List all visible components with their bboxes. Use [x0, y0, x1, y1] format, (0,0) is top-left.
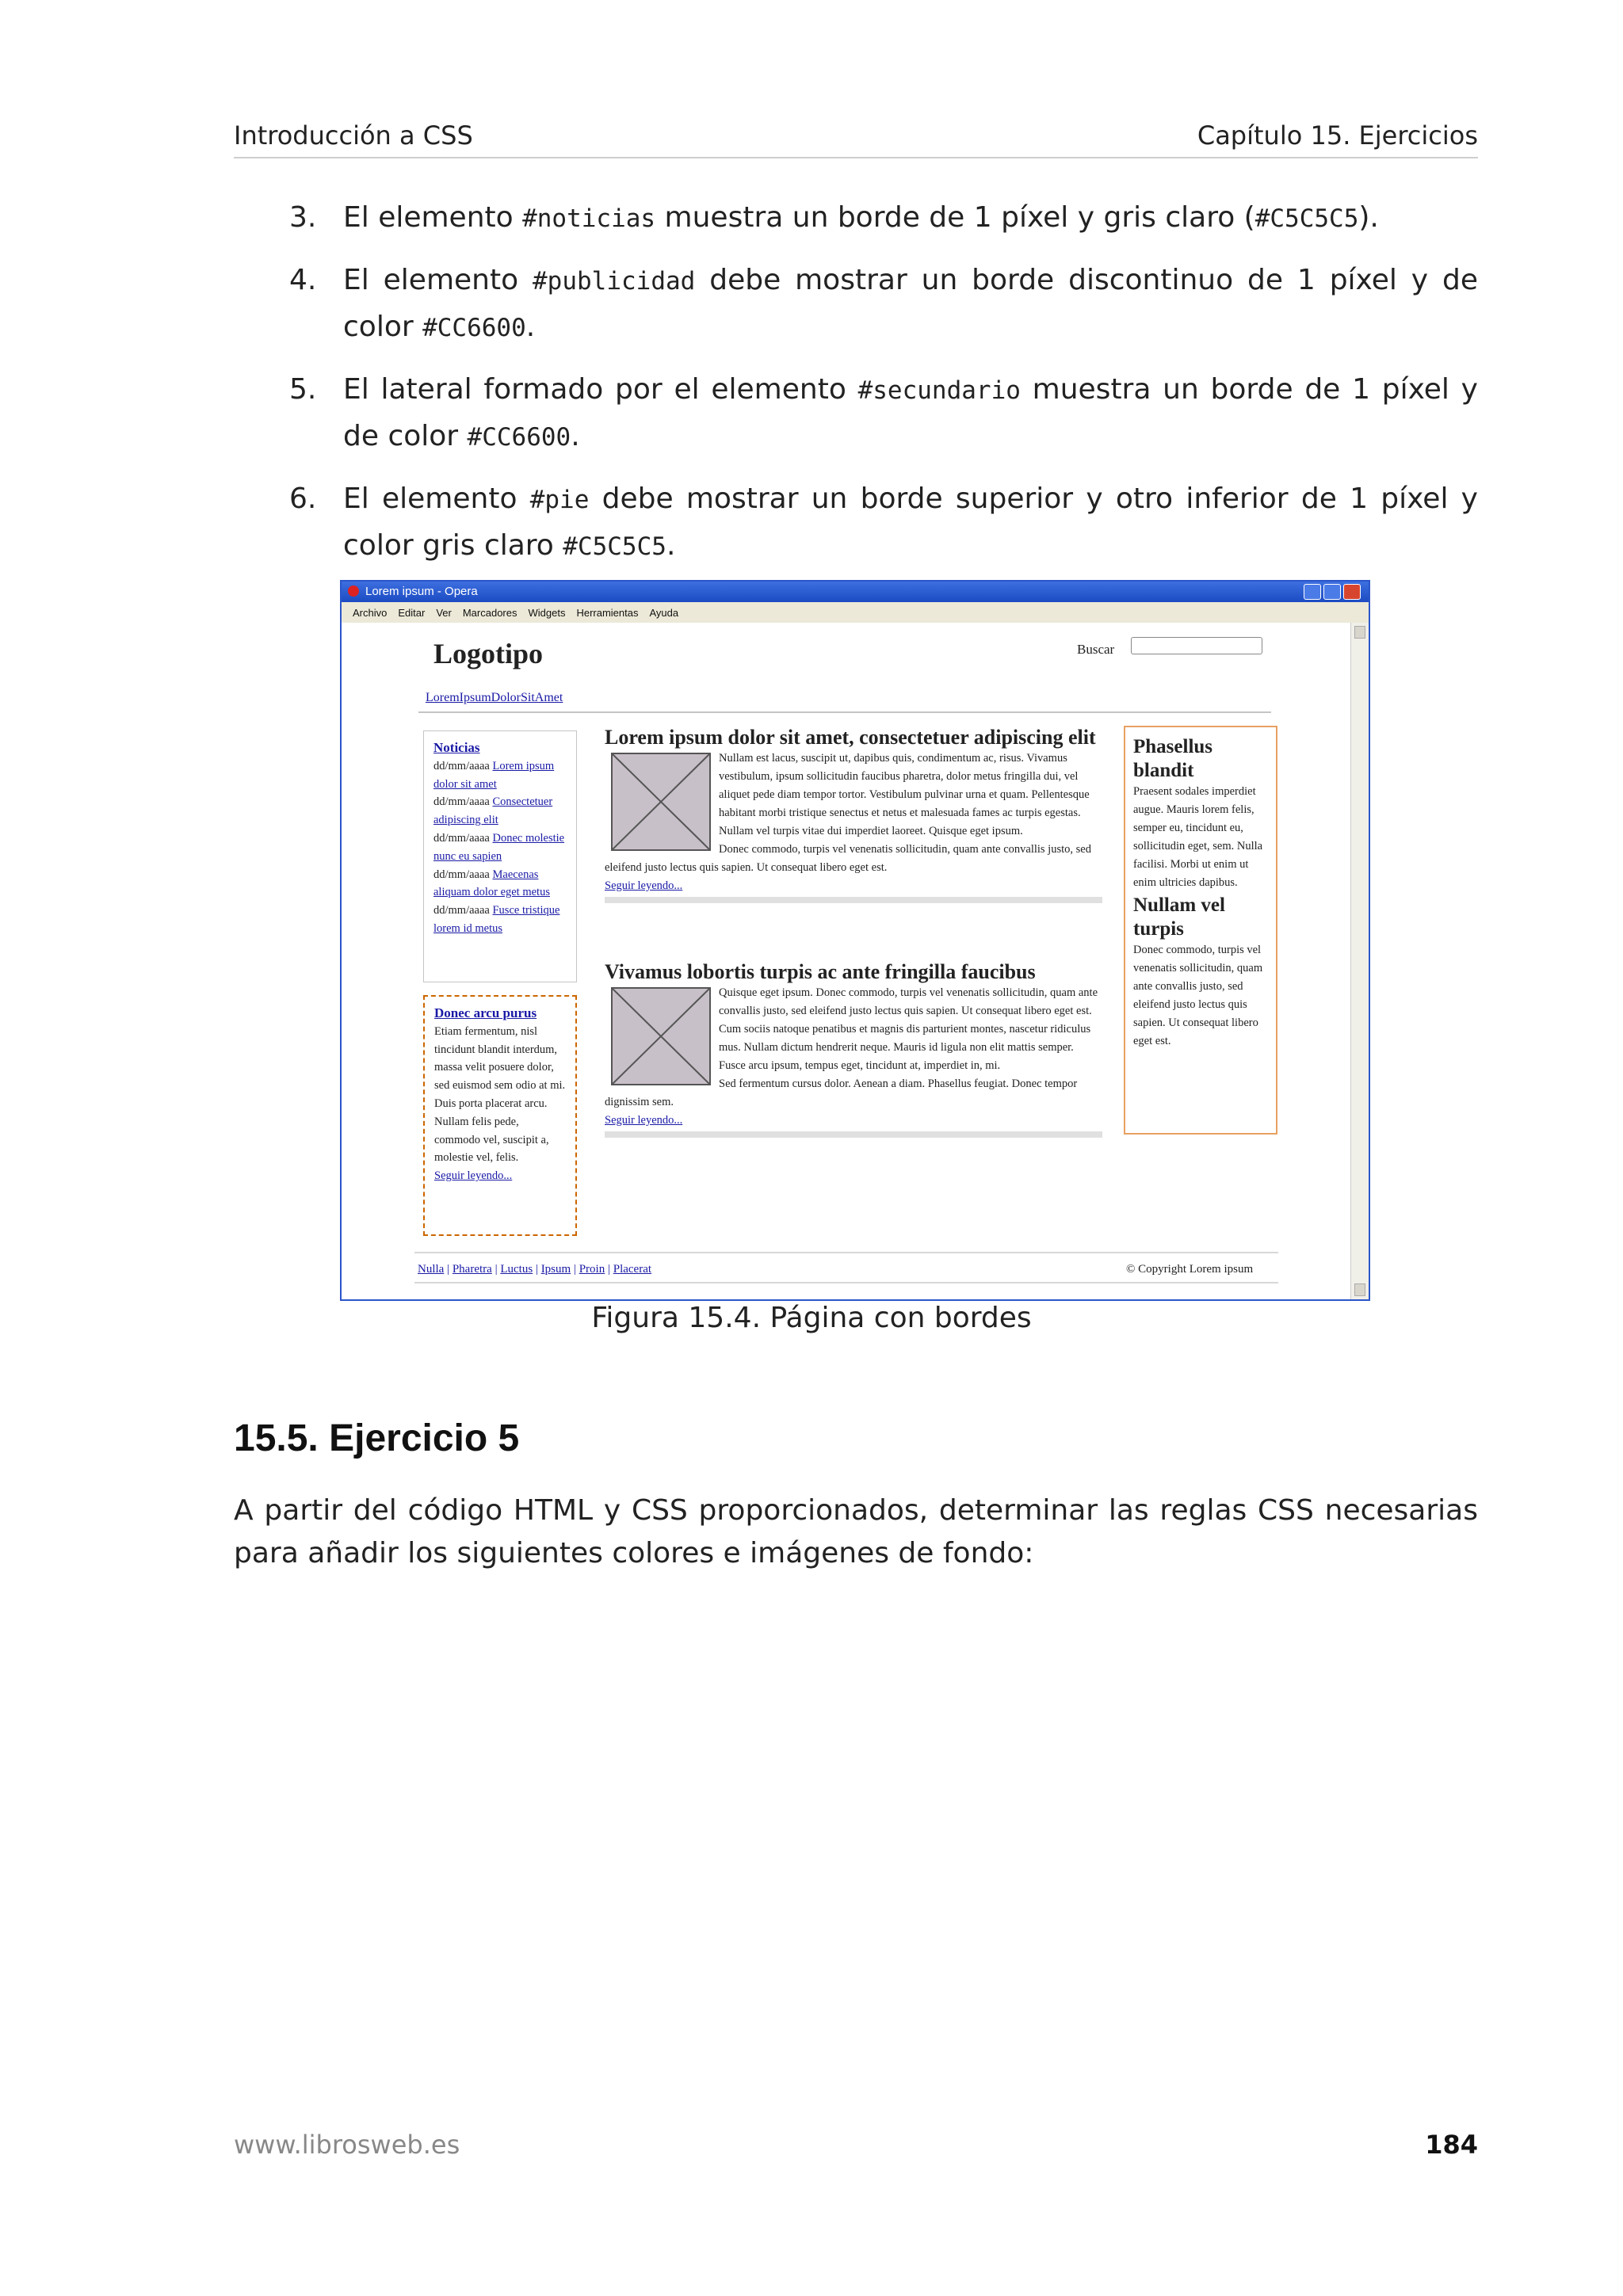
menu-bar	[342, 602, 1369, 623]
menu-herramientas[interactable]: Herramientas	[576, 607, 639, 619]
publicidad-text-1: Etiam fermentum, nisl tincidunt blandit interdum, massa velit posuere dolor, sed euismod sem odio at mi.	[434, 1024, 566, 1093]
secundario-box	[1124, 726, 1277, 1135]
footer-link[interactable]: Proin	[579, 1263, 605, 1276]
secundario-text: Donec commodo, turpis vel venenatis sollicitudin, quam ante convallis justo, sed eleifend justo lectus quis sapien. Ut consequat libero eget est.	[1133, 944, 1263, 1047]
menu-marcadores[interactable]: Marcadores	[462, 607, 517, 619]
footer-link[interactable]: Ipsum	[540, 1263, 571, 1276]
top-nav-link[interactable]: LoremIpsumDolorSitAmet	[426, 691, 563, 704]
header-divider	[418, 711, 1271, 713]
opera-logo-icon	[348, 585, 359, 597]
window-titlebar	[342, 582, 1369, 602]
search-input[interactable]	[1131, 637, 1262, 654]
article-2	[605, 960, 1102, 1138]
article-paragraph: Donec commodo, turpis vel venenatis sollicitudin, quam ante convallis justo, sed eleifend justo lectus quis sapien. Ut consequat libero eget est.	[605, 843, 1091, 874]
menu-ver[interactable]: Ver	[436, 607, 452, 619]
secundario-title: Phasellus blandit	[1133, 736, 1213, 781]
maximize-icon[interactable]	[1323, 584, 1341, 600]
article-read-more-link[interactable]: Seguir leyendo...	[605, 879, 683, 892]
list-item: 3. El elemento #noticias muestra un borde de 1 píxel y gris claro (#C5C5C5).	[289, 201, 1379, 234]
copyright: © Copyright Lorem ipsum	[1126, 1263, 1254, 1276]
footer-links: Nulla | Pharetra | Luctus | Ipsum | Proin | Placerat	[418, 1263, 652, 1276]
section-title: 15.5. Ejercicio 5	[234, 1417, 520, 1459]
menu-ayuda[interactable]: Ayuda	[649, 607, 679, 619]
article-1	[605, 726, 1102, 903]
article-read-more-link[interactable]: Seguir leyendo...	[605, 1114, 683, 1127]
publicidad-box	[423, 995, 577, 1236]
site-logo: Logotipo	[433, 638, 544, 669]
search-label: Buscar	[1077, 642, 1115, 657]
secundario-title: Nullam vel turpis	[1133, 894, 1225, 940]
pie-top-border	[414, 1252, 1278, 1253]
header-chapter-title: Capítulo 15. Ejercicios	[1197, 120, 1478, 151]
publicidad-text-2: Duis porta placerat arcu. Nullam felis pede, commodo vel, suscipit a, molestie vel, felis.	[434, 1097, 549, 1165]
close-icon[interactable]	[1343, 584, 1361, 600]
page-viewport	[342, 623, 1351, 1299]
list-item: dd/mm/aaaa Donec molestie nunc eu sapien	[433, 831, 565, 863]
list-item: dd/mm/aaaa Lorem ipsum dolor sit amet	[433, 759, 555, 791]
article-paragraph: Cum sociis natoque penatibus et magnis dis parturient montes, nascetur ridiculus mus. Nullam dictum hendrerit neque. Mauris id ligula non elit mattis semper. Fusce arcu ipsum, tempus eget, tincidunt at, imperdiet in, mi.	[719, 1023, 1091, 1072]
secundario-text: Praesent sodales imperdiet augue. Mauris lorem felis, semper eu, tincidunt eu, sollicitudin eget, sem. Nulla facilisi. Morbi ut enim ut enim ultricies dapibus.	[1133, 785, 1263, 889]
menu-archivo[interactable]: Archivo	[353, 607, 388, 619]
footer-link[interactable]: Luctus	[500, 1263, 533, 1276]
list-item: dd/mm/aaaa Fusce tristique lorem id metus	[433, 904, 560, 935]
publicidad-title[interactable]: Donec arcu purus	[434, 1005, 537, 1020]
list-item: dd/mm/aaaa Maecenas aliquam dolor eget metus	[433, 868, 550, 899]
image-placeholder-icon	[611, 753, 711, 851]
scroll-down-icon[interactable]	[1354, 1283, 1365, 1296]
footer-link[interactable]: Placerat	[613, 1263, 652, 1276]
vertical-scrollbar[interactable]	[1350, 623, 1369, 1299]
header-book-title: Introducción a CSS	[234, 120, 473, 151]
image-placeholder-icon	[611, 987, 711, 1085]
noticias-box	[423, 730, 577, 982]
list-item: dd/mm/aaaa Consectetuer adipiscing elit	[433, 795, 553, 827]
article-paragraph: Nullam est lacus, suscipit ut, dapibus quis, condimentum ac, risus. Vivamus vestibulum, ipsum sollicitudin faucibus pharetra, dolor metus fringilla dui, vel aliquet pede diam tempor tortor. Vestibulum pulvinar urna et quam. Pellentesque habitant morbi tristique senectus et netus et malesuada fames ac turpis egestas. Nullam vel turpis vitae dui imperdiet laoreet. Quisque eget ipsum.	[719, 752, 1090, 837]
section-paragraph: A partir del código HTML y CSS proporcionados, determinar las reglas CSS necesarias para añadir los siguientes colores e imágenes de fondo:	[234, 1494, 1478, 1569]
figure-caption: Figura 15.4. Página con bordes	[591, 1302, 1032, 1334]
article-title: Lorem ipsum dolor sit amet, consectetuer adipiscing elit	[605, 726, 1096, 749]
article-separator	[605, 897, 1102, 903]
exercise-list	[234, 195, 1478, 585]
page-number: 184	[1425, 2130, 1478, 2160]
list-item: 6. El elemento #pie debe mostrar un borde superior y otro inferior de 1 píxel y color gris claro #C5C5C5.	[289, 482, 1478, 562]
list-item: 4. El elemento #publicidad debe mostrar un borde discontinuo de 1 píxel y de color #CC6600.	[289, 264, 1479, 343]
article-separator	[605, 1131, 1102, 1138]
window-title: Lorem ipsum - Opera	[365, 585, 478, 598]
article-title: Vivamus lobortis turpis ac ante fringilla faucibus	[605, 960, 1036, 983]
menu-editar[interactable]: Editar	[398, 607, 426, 619]
footer-link[interactable]: Nulla	[418, 1263, 445, 1276]
scroll-up-icon[interactable]	[1354, 626, 1365, 639]
list-item: 5. El lateral formado por el elemento #secundario muestra un borde de 1 píxel y de color #CC6600.	[289, 373, 1478, 452]
browser-screenshot	[340, 580, 1370, 1301]
noticias-title[interactable]: Noticias	[433, 740, 480, 755]
page-header	[234, 116, 1478, 158]
article-paragraph: Quisque eget ipsum. Donec commodo, turpis vel venenatis sollicitudin, quam ante convallis justo, sed eleifend justo lectus quis sapien. Ut consequat libero eget est.	[719, 986, 1098, 1017]
pie-bottom-border	[414, 1282, 1278, 1283]
article-paragraph: Sed fermentum cursus dolor. Aenean a diam. Phasellus feugiat. Donec tempor dignissim sem.	[605, 1077, 1078, 1108]
footer-site: www.librosweb.es	[234, 2130, 460, 2160]
menu-widgets[interactable]: Widgets	[528, 607, 566, 619]
footer-link[interactable]: Pharetra	[452, 1263, 492, 1276]
minimize-icon[interactable]	[1304, 584, 1321, 600]
publicidad-read-more-link[interactable]: Seguir leyendo...	[434, 1169, 513, 1183]
